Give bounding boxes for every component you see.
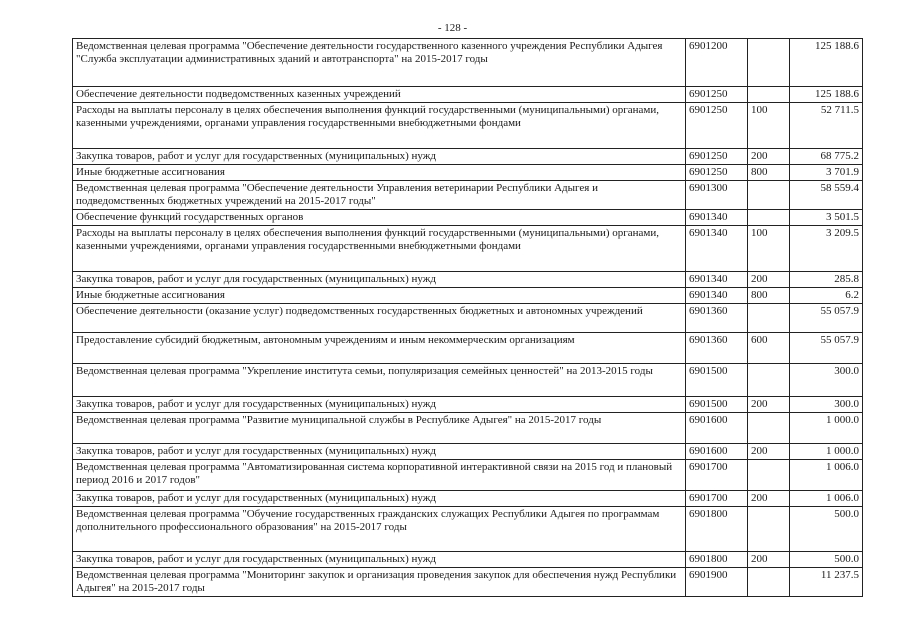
row-amount-cell: 55 057.9 [790, 333, 863, 364]
table-row [73, 165, 863, 181]
row-type-cell [748, 181, 790, 210]
row-name-cell: Обеспечение деятельности (оказание услуг) подведомственных государственных бюджетных и автономных учреждений [73, 304, 686, 333]
row-name-cell: Закупка товаров, работ и услуг для государственных (муниципальных) нужд [73, 272, 686, 288]
table-row [73, 272, 863, 288]
row-name-cell: Закупка товаров, работ и услуг для государственных (муниципальных) нужд [73, 491, 686, 507]
row-amount-cell: 55 057.9 [790, 304, 863, 333]
table-row [73, 149, 863, 165]
row-name-cell: Закупка товаров, работ и услуг для государственных (муниципальных) нужд [73, 397, 686, 413]
row-type-cell: 200 [748, 149, 790, 165]
table-row [73, 397, 863, 413]
row-amount-cell: 285.8 [790, 272, 863, 288]
row-code-cell: 6901360 [686, 304, 748, 333]
row-code-cell: 6901800 [686, 552, 748, 568]
row-amount-cell: 125 188.6 [790, 87, 863, 103]
table-row [73, 568, 863, 597]
table-row [73, 103, 863, 149]
table-row [73, 444, 863, 460]
row-code-cell: 6901700 [686, 491, 748, 507]
row-name-cell: Ведомственная целевая программа "Укрепление института семьи, популяризация семейных ценностей" на 2013-2015 годы [73, 364, 686, 397]
row-amount-cell: 52 711.5 [790, 103, 863, 149]
row-amount-cell: 58 559.4 [790, 181, 863, 210]
row-type-cell [748, 568, 790, 597]
table-row [73, 413, 863, 444]
row-amount-cell: 300.0 [790, 397, 863, 413]
row-name-cell: Ведомственная целевая программа "Развитие муниципальной службы в Республике Адыгея" на 2015-2017 годы [73, 413, 686, 444]
row-type-cell: 200 [748, 272, 790, 288]
row-code-cell: 6901340 [686, 288, 748, 304]
table-row [73, 210, 863, 226]
row-code-cell: 6901340 [686, 272, 748, 288]
row-type-cell: 800 [748, 165, 790, 181]
row-name-cell: Иные бюджетные ассигнования [73, 165, 686, 181]
table-row [73, 226, 863, 272]
row-code-cell: 6901360 [686, 333, 748, 364]
row-name-cell: Иные бюджетные ассигнования [73, 288, 686, 304]
row-type-cell [748, 507, 790, 552]
row-name-cell: Закупка товаров, работ и услуг для государственных (муниципальных) нужд [73, 552, 686, 568]
table-row [73, 460, 863, 491]
page-number: - 128 - [437, 22, 468, 34]
row-type-cell: 200 [748, 397, 790, 413]
row-name-cell: Закупка товаров, работ и услуг для государственных (муниципальных) нужд [73, 149, 686, 165]
row-name-cell: Расходы на выплаты персоналу в целях обеспечения выполнения функций государственными (муниципальными) органами, казенными учреждениями, органами управления государственными внебюджетными фондами [73, 103, 686, 149]
table-row [73, 39, 863, 87]
row-code-cell: 6901250 [686, 103, 748, 149]
row-code-cell: 6901500 [686, 397, 748, 413]
row-amount-cell: 1 006.0 [790, 491, 863, 507]
row-name-cell: Ведомственная целевая программа "Обеспечение деятельности государственного казенного учреждения Республики Адыгея "Служба эксплуатации административных зданий и автотранспорта" на 2015-2017 годы [73, 39, 686, 87]
table-row [73, 288, 863, 304]
row-amount-cell: 3 701.9 [790, 165, 863, 181]
table-row [73, 552, 863, 568]
row-code-cell: 6901250 [686, 149, 748, 165]
row-type-cell: 100 [748, 226, 790, 272]
budget-table [72, 38, 863, 597]
row-type-cell [748, 413, 790, 444]
row-type-cell [748, 39, 790, 87]
row-type-cell: 600 [748, 333, 790, 364]
row-code-cell: 6901800 [686, 507, 748, 552]
row-code-cell: 6901700 [686, 460, 748, 491]
row-type-cell [748, 87, 790, 103]
row-code-cell: 6901250 [686, 87, 748, 103]
table-row [73, 507, 863, 552]
row-name-cell: Ведомственная целевая программа "Автоматизированная система корпоративной интерактивной связи на 2015 год и плановый период 2016 и 2017 годов" [73, 460, 686, 491]
row-code-cell: 6901250 [686, 165, 748, 181]
row-code-cell: 6901340 [686, 226, 748, 272]
table-row [73, 304, 863, 333]
row-name-cell: Ведомственная целевая программа "Мониторинг закупок и организация проведения закупок для обеспечения нужд Республики Адыгея" на 2015-2017 годы [73, 568, 686, 597]
row-amount-cell: 1 006.0 [790, 460, 863, 491]
row-code-cell: 6901600 [686, 444, 748, 460]
row-amount-cell: 1 000.0 [790, 444, 863, 460]
row-code-cell: 6901200 [686, 39, 748, 87]
row-name-cell: Обеспечение деятельности подведомственных казенных учреждений [73, 87, 686, 103]
row-type-cell [748, 304, 790, 333]
row-name-cell: Ведомственная целевая программа "Обеспечение деятельности Управления ветеринарии Республики Адыгея и подведомственных бюджетных учреждений на 2015-2017 годы" [73, 181, 686, 210]
row-code-cell: 6901300 [686, 181, 748, 210]
row-amount-cell: 3 501.5 [790, 210, 863, 226]
row-name-cell: Закупка товаров, работ и услуг для государственных (муниципальных) нужд [73, 444, 686, 460]
row-code-cell: 6901900 [686, 568, 748, 597]
row-type-cell: 100 [748, 103, 790, 149]
row-type-cell: 800 [748, 288, 790, 304]
row-type-cell [748, 460, 790, 491]
row-amount-cell: 300.0 [790, 364, 863, 397]
row-amount-cell: 6.2 [790, 288, 863, 304]
row-name-cell: Расходы на выплаты персоналу в целях обеспечения выполнения функций государственными (муниципальными) органами, казенными учреждениями, органами управления государственными внебюджетными фондами [73, 226, 686, 272]
row-type-cell: 200 [748, 552, 790, 568]
row-amount-cell: 125 188.6 [790, 39, 863, 87]
row-amount-cell: 11 237.5 [790, 568, 863, 597]
row-amount-cell: 68 775.2 [790, 149, 863, 165]
row-amount-cell: 1 000.0 [790, 413, 863, 444]
row-amount-cell: 3 209.5 [790, 226, 863, 272]
table-row [73, 181, 863, 210]
table-row [73, 87, 863, 103]
row-type-cell [748, 364, 790, 397]
row-name-cell: Ведомственная целевая программа "Обучение государственных гражданских служащих Республики Адыгея по программам дополнительного профессионального образования" на 2015-2017 годы [73, 507, 686, 552]
row-type-cell: 200 [748, 491, 790, 507]
table-row [73, 491, 863, 507]
table-row [73, 333, 863, 364]
row-amount-cell: 500.0 [790, 552, 863, 568]
row-code-cell: 6901600 [686, 413, 748, 444]
row-amount-cell: 500.0 [790, 507, 863, 552]
row-name-cell: Предоставление субсидий бюджетным, автономным учреждениям и иным некоммерческим организациям [73, 333, 686, 364]
row-name-cell: Обеспечение функций государственных органов [73, 210, 686, 226]
row-type-cell: 200 [748, 444, 790, 460]
table-row [73, 364, 863, 397]
row-type-cell [748, 210, 790, 226]
row-code-cell: 6901500 [686, 364, 748, 397]
row-code-cell: 6901340 [686, 210, 748, 226]
